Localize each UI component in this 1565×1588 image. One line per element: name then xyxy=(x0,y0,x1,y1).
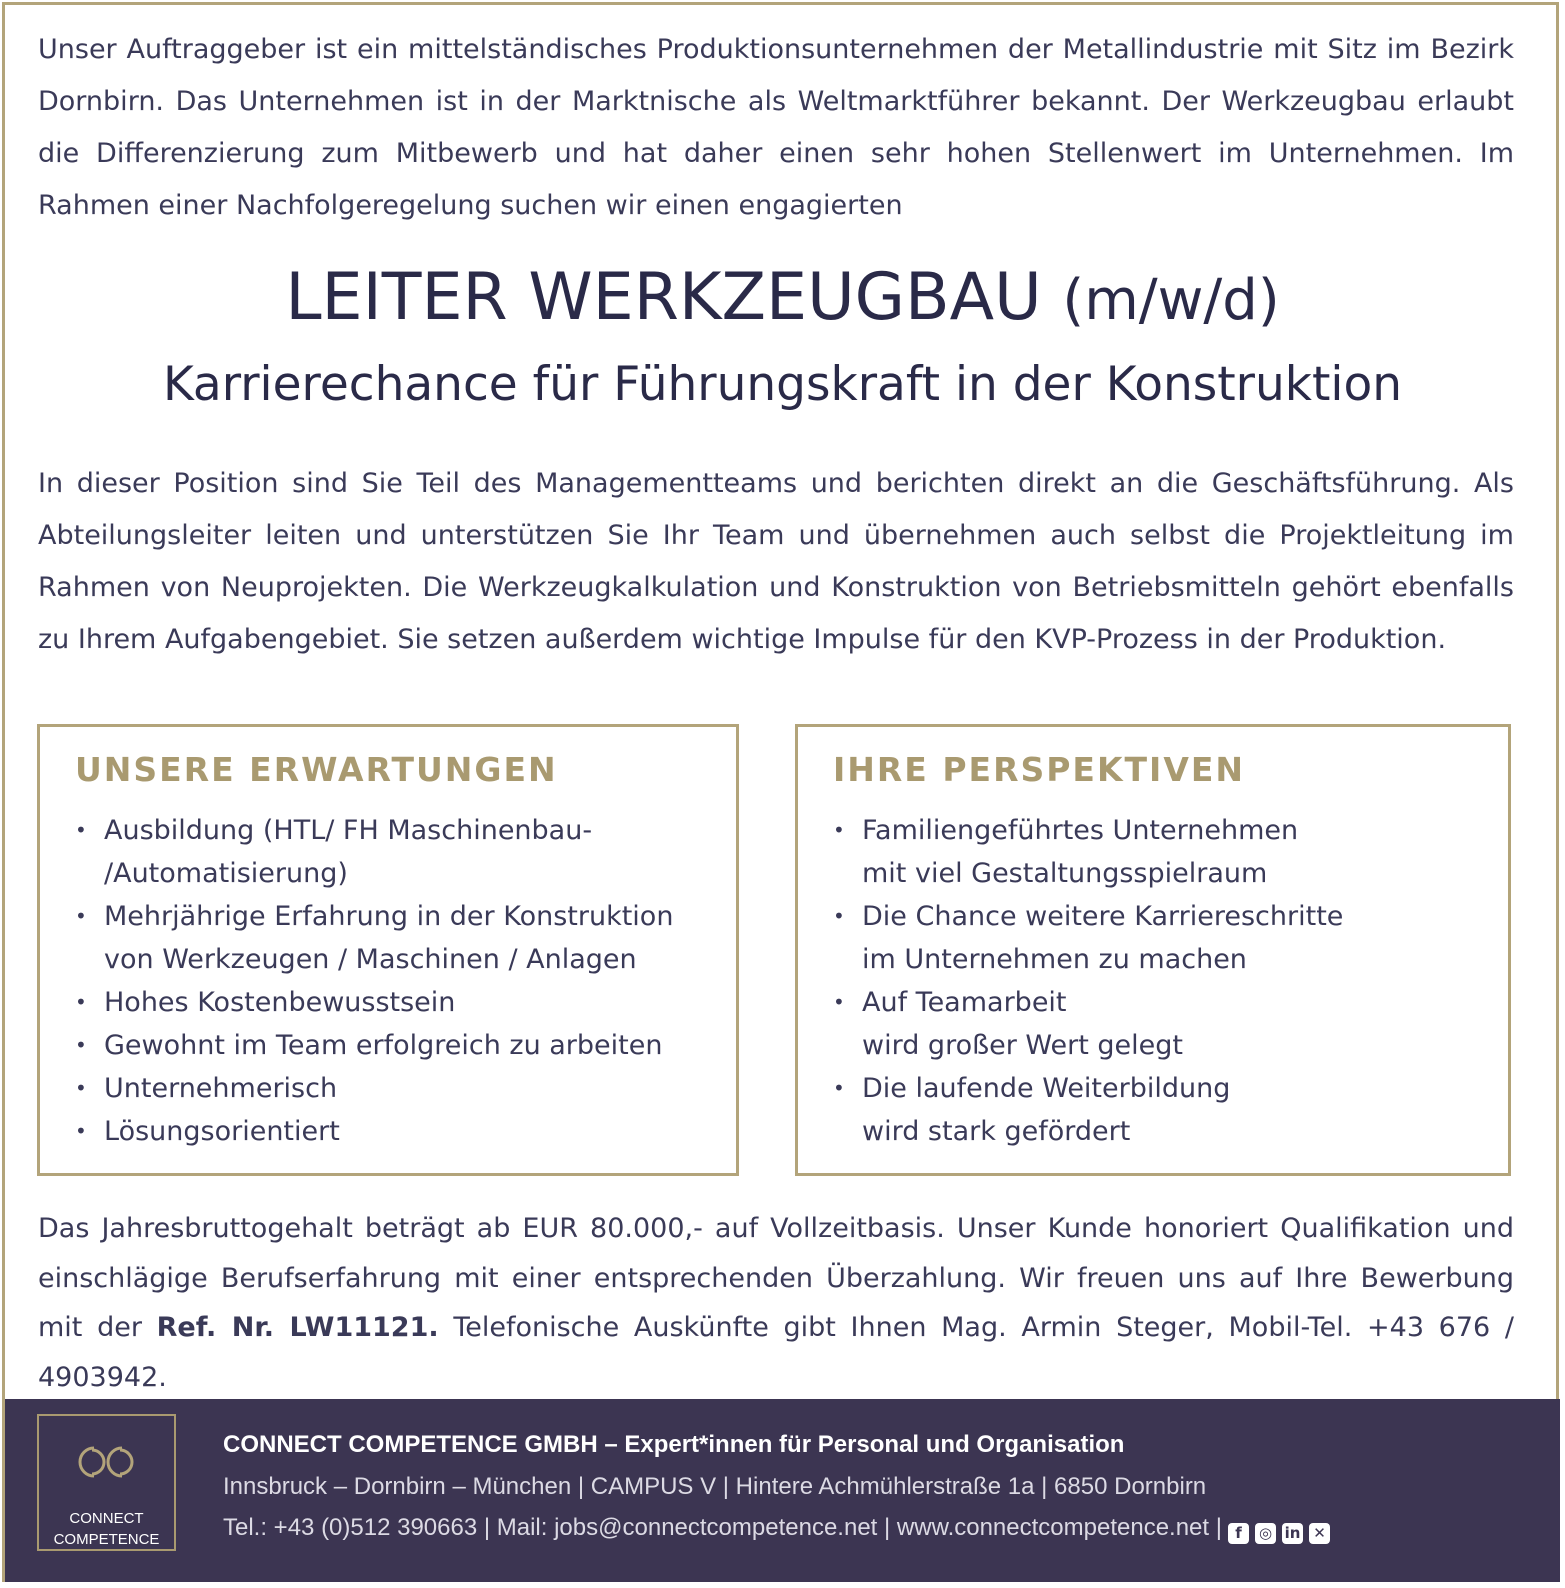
footer xyxy=(5,1399,1560,1582)
list-item xyxy=(75,1024,673,1067)
expectations-list xyxy=(75,809,673,1153)
list-item-line: mit viel Gestaltungsspielraum xyxy=(862,858,1268,889)
list-item-line: von Werkzeugen / Maschinen / Anlagen xyxy=(104,944,637,975)
logo-rings-icon xyxy=(72,1442,144,1482)
list-item-line: im Unternehmen zu machen xyxy=(862,944,1247,975)
list-item xyxy=(75,895,673,981)
list-item-line: /Automatisierung) xyxy=(104,858,348,889)
list-item-line: Die Chance weitere Karriereschritte xyxy=(862,901,1344,932)
perspectives-heading: IHRE PERSPEKTIVEN xyxy=(833,750,1246,789)
company-logo xyxy=(37,1414,176,1551)
list-item-line: Die laufende Weiterbildung xyxy=(862,1073,1231,1104)
salary-text-1: Das Jahresbruttogehalt beträgt ab EUR 80.000,- auf Vollzeitbasis. Unser Kunde honoriert Qualifikation und einschlägige Berufserfahrung mit einer entsprechenden Überzahlung. Wir freuen uns auf Ihre Bewerbung mit der xyxy=(38,1213,1514,1343)
job-subtitle: Karrierechance für Führungskraft in der Konstruktion xyxy=(162,357,1403,412)
list-item xyxy=(833,809,1343,895)
description-paragraph: In dieser Position sind Sie Teil des Managementteams und berichten direkt an die Geschäftsführung. Als Abteilungsleiter leiten und unterstützen Sie Ihr Team und übernehmen auch selbst die Projektleitung im Rahmen von Neuprojekten. Die Werkzeugkalkulation und Konstruktion von Betriebsmitteln gehört ebenfalls zu Ihrem Aufgabengebiet. Sie setzen außerdem wichtige Impulse für den KVP-Prozess in der Produktion. xyxy=(38,468,1514,655)
list-item xyxy=(833,981,1343,1067)
xing-icon[interactable]: ✕ xyxy=(1309,1523,1330,1544)
salary-text-2: Telefonische Auskünfte gibt Ihnen Mag. Armin Steger, Mobil-Tel. +43 676 / 4903942. xyxy=(38,1312,1514,1393)
list-item-line: wird stark gefördert xyxy=(862,1116,1131,1147)
list-item-line: Unternehmerisch xyxy=(104,1073,338,1104)
social-icons xyxy=(1228,1517,1336,1545)
expectations-heading: UNSERE ERWARTUNGEN xyxy=(75,750,558,789)
list-item xyxy=(75,981,673,1024)
list-item xyxy=(833,1067,1343,1153)
list-item-line: Familiengeführtes Unternehmen xyxy=(862,815,1299,846)
footer-company: CONNECT COMPETENCE GMBH – Expert*innen für Personal und Organisation xyxy=(223,1431,1125,1458)
salary-paragraph xyxy=(38,1204,1514,1402)
facebook-icon[interactable]: f xyxy=(1228,1523,1249,1544)
list-item xyxy=(75,1110,673,1153)
list-item xyxy=(75,1067,673,1110)
logo-text-connect: CONNECT xyxy=(69,1510,144,1527)
list-item-line: Ausbildung (HTL/ FH Maschinenbau- xyxy=(104,815,593,846)
job-title-main: LEITER WERKZEUGBAU xyxy=(285,260,1042,335)
job-title-suffix: (m/w/d) xyxy=(1062,268,1280,333)
list-item-line: wird großer Wert gelegt xyxy=(862,1030,1183,1061)
perspectives-list xyxy=(833,809,1343,1153)
logo-text-competence: COMPETENCE xyxy=(53,1531,160,1548)
list-item-line: Mehrjährige Erfahrung in der Konstruktion xyxy=(104,901,674,932)
intro-paragraph: Unser Auftraggeber ist ein mittelständisches Produktionsunternehmen der Metallindustrie mit Sitz im Bezirk Dornbirn. Das Unternehmen ist in der Marktnische als Weltmarktführer bekannt. Der Werkzeugbau erlaubt die Differenzierung zum Mitbewerb und hat daher einen sehr hohen Stellenwert im Unternehmen. Im Rahmen einer Nachfolgeregelung suchen wir einen engagierten xyxy=(38,34,1514,221)
list-item-line: Gewohnt im Team erfolgreich zu arbeiten xyxy=(104,1030,663,1061)
linkedin-icon[interactable]: in xyxy=(1282,1523,1303,1544)
list-item-line: Hohes Kostenbewusstsein xyxy=(104,987,456,1018)
list-item-line: Lösungsorientiert xyxy=(104,1116,340,1147)
list-item xyxy=(75,809,673,895)
footer-contact-line xyxy=(223,1514,1336,1545)
perspectives-box xyxy=(795,724,1511,1176)
footer-address: Innsbruck – Dornbirn – München | CAMPUS V | Hintere Achmühlerstraße 1a | 6850 Dornbirn xyxy=(223,1473,1207,1500)
instagram-icon[interactable]: ◎ xyxy=(1255,1523,1276,1544)
footer-contact: Tel.: +43 (0)512 390663 | Mail: jobs@connectcompetence.net | www.connectcompetence.net | xyxy=(223,1514,1222,1541)
list-item xyxy=(833,895,1343,981)
expectations-box xyxy=(37,724,739,1176)
job-title xyxy=(0,256,1565,343)
list-item-line: Auf Teamarbeit xyxy=(862,987,1067,1018)
reference-number: Ref. Nr. LW11121. xyxy=(156,1312,439,1343)
